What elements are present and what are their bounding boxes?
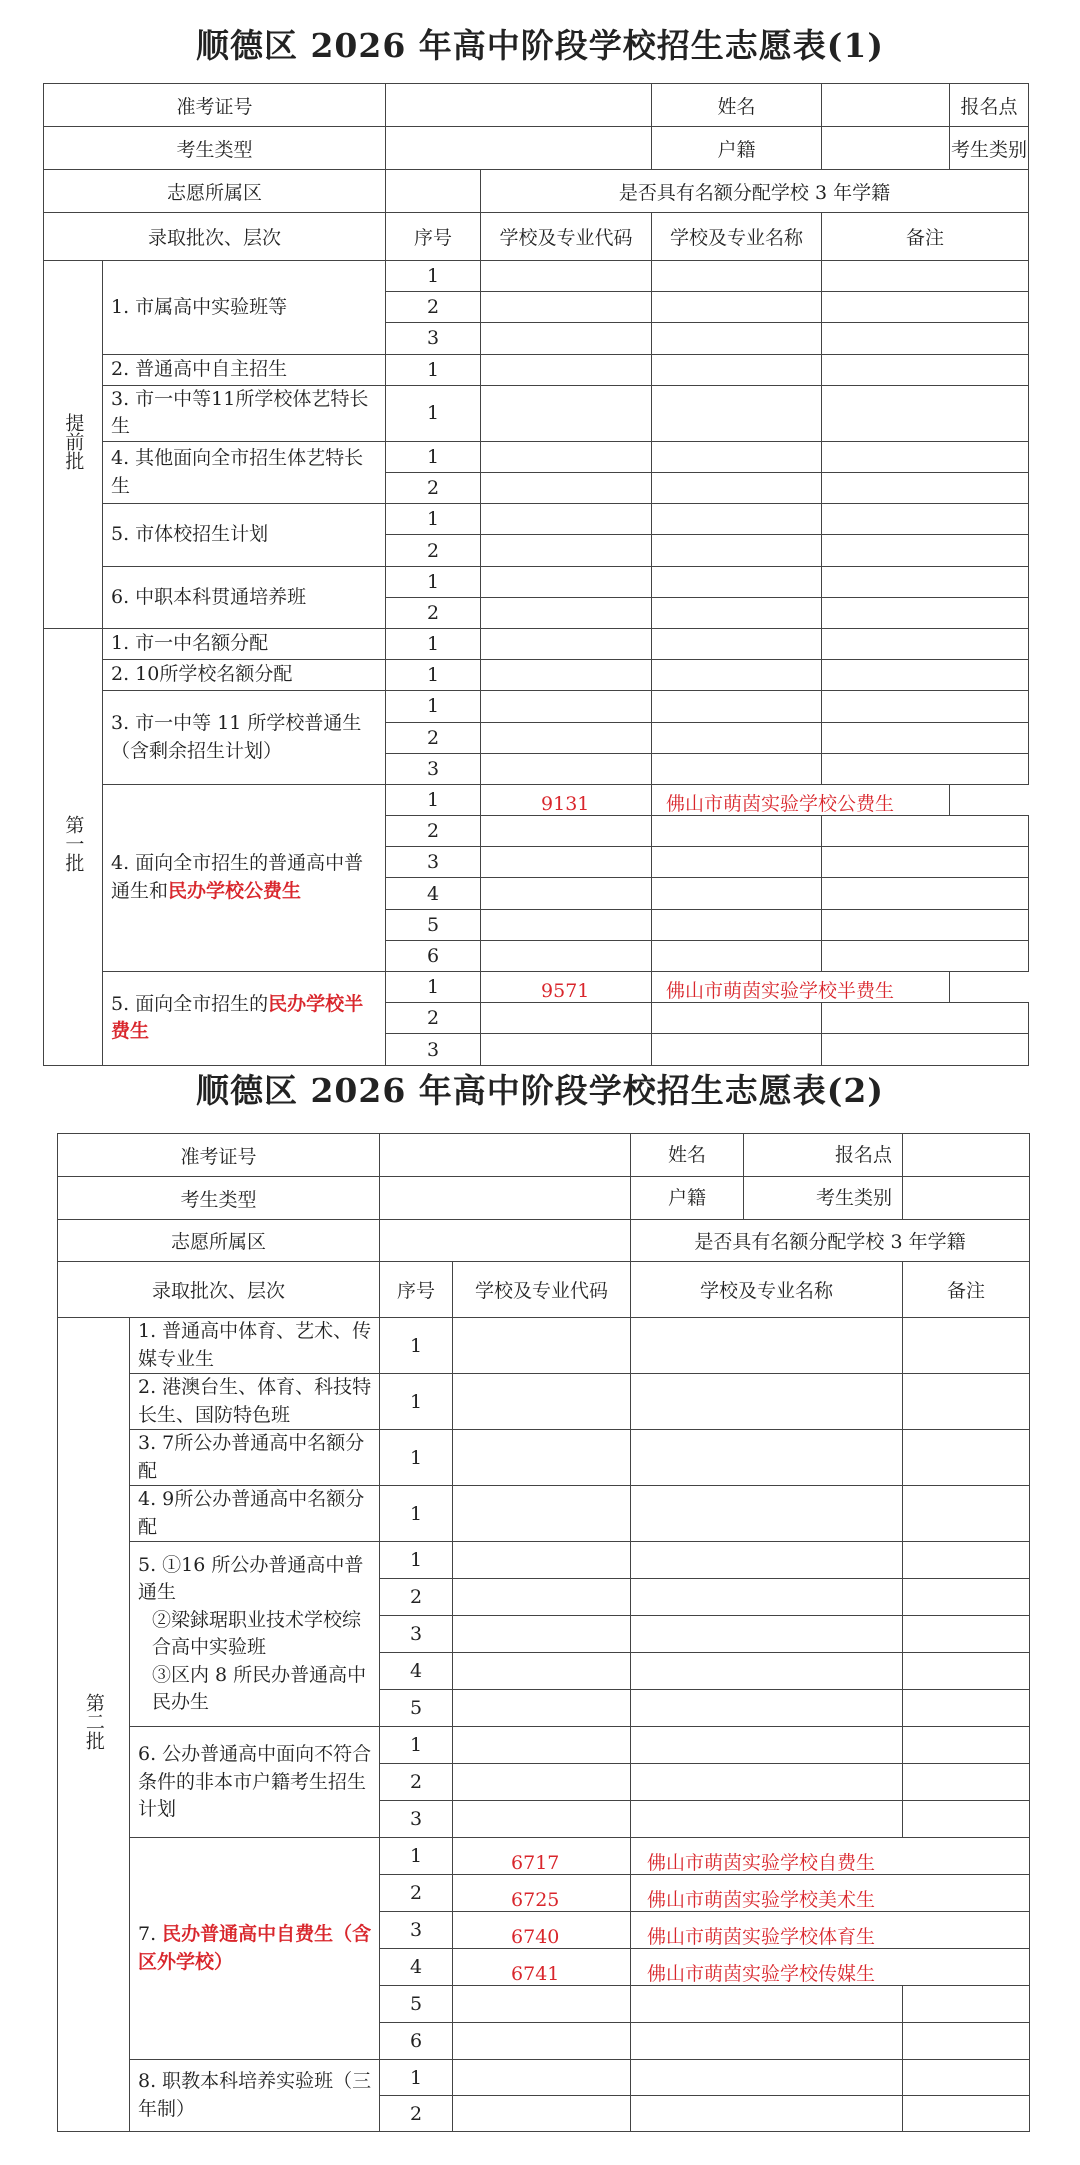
level-text: 8. 职教本科培养实验班（三年制）: [138, 2070, 372, 2120]
note-cell[interactable]: [822, 385, 1029, 441]
level-text: 3. 市一中等 11 所学校普通生（含剩余招生计划）: [111, 712, 362, 762]
note-cell[interactable]: [822, 878, 1029, 909]
col-code: 学校及专业代码: [453, 1262, 631, 1318]
school-name-cell[interactable]: [631, 1579, 903, 1616]
level-cell: [130, 1542, 380, 1727]
seq-number: 1: [380, 1542, 453, 1579]
region-field[interactable]: [386, 170, 481, 213]
level-cell: [103, 972, 386, 1066]
code-cell[interactable]: [481, 535, 652, 566]
school-name-cell[interactable]: [652, 261, 822, 292]
note-cell[interactable]: [822, 909, 1029, 940]
code-cell[interactable]: [481, 473, 652, 504]
level-cell: [103, 784, 386, 971]
seq-number: 1: [386, 566, 481, 597]
code-cell[interactable]: [481, 909, 652, 940]
level-text: 3. 市一中等11所学校体艺特长生: [111, 387, 369, 438]
code-cell[interactable]: [453, 1374, 631, 1430]
note-cell[interactable]: [822, 691, 1029, 722]
level-cell: [103, 566, 386, 628]
school-code[interactable]: 6725: [453, 1875, 631, 1912]
seq-number: 2: [386, 816, 481, 847]
note-cell[interactable]: [903, 1318, 1030, 1374]
note-cell[interactable]: [903, 1690, 1030, 1727]
level-text: 5. 面向全市招生的: [111, 992, 269, 1015]
level-text: 4. 面向全市招生的普通高中普通生和: [111, 852, 364, 902]
cand-cat-label: 考生类别: [950, 127, 1029, 170]
code-cell[interactable]: [481, 261, 652, 292]
name-label: 姓名: [631, 1134, 744, 1176]
level-text: ②梁銶琚职业技术学校综合高中实验班: [152, 1608, 362, 1659]
batch-label: 第一批: [62, 814, 85, 872]
school-name-cell[interactable]: [631, 1486, 903, 1542]
cand-type-label: 考生类型: [58, 1177, 380, 1220]
huji-field[interactable]: [822, 127, 950, 170]
level-text: 7.: [138, 1923, 163, 1946]
school-name-cell[interactable]: [652, 597, 822, 628]
school-name-cell[interactable]: [631, 1318, 903, 1374]
level-cell: [130, 1430, 380, 1486]
school-name-cell[interactable]: [652, 816, 822, 847]
region-label: 志愿所属区: [44, 170, 386, 213]
note-cell[interactable]: [903, 1542, 1030, 1579]
school-name-cell[interactable]: [631, 1542, 903, 1579]
col-school-name: 学校及专业名称: [652, 213, 822, 261]
note-cell[interactable]: [903, 2023, 1030, 2060]
school-name-cell[interactable]: [631, 1801, 903, 1838]
seq-number: 1: [380, 1430, 453, 1486]
level-text: 6. 公办普通高中面向不符合条件的非本市户籍考生招生计划: [138, 1743, 372, 1821]
level-cell: [130, 1318, 380, 1374]
note-cell[interactable]: [822, 354, 1029, 385]
name-label: 姓名: [652, 84, 822, 127]
seq-number: 6: [386, 940, 481, 971]
note-cell[interactable]: [822, 816, 1029, 847]
note-cell[interactable]: [903, 1986, 1030, 2023]
school-name-cell[interactable]: [652, 441, 822, 472]
school-name-cell[interactable]: [652, 535, 822, 566]
seq-number: 4: [380, 1949, 453, 1986]
note-cell[interactable]: [822, 597, 1029, 628]
school-name-cell[interactable]: [631, 1764, 903, 1801]
school-name-cell[interactable]: [631, 1727, 903, 1764]
code-cell[interactable]: [453, 1318, 631, 1374]
seq-number: 1: [380, 1374, 453, 1430]
level-cell: [130, 2060, 380, 2132]
huji-cat-cell: [631, 1177, 903, 1220]
col-seq: 序号: [380, 1262, 453, 1318]
reg-site-label: 报名点: [950, 84, 1029, 127]
seq-number: 1: [386, 628, 481, 659]
level-cell: [103, 660, 386, 691]
school-name[interactable]: 佛山市萌茵实验学校体育生: [631, 1912, 1030, 1949]
school-name[interactable]: 佛山市萌茵实验学校美术生: [631, 1875, 1030, 1912]
seq-number: 5: [380, 1690, 453, 1727]
code-cell[interactable]: [481, 441, 652, 472]
seq-number: 1: [380, 1838, 453, 1875]
school-name[interactable]: 佛山市萌茵实验学校自费生: [631, 1838, 1030, 1875]
level-text: 4. 其他面向全市招生体艺特长生: [111, 446, 364, 497]
school-name[interactable]: 佛山市萌茵实验学校半费生: [652, 972, 950, 1003]
school-name-cell[interactable]: [631, 1374, 903, 1430]
name-field[interactable]: [822, 84, 950, 127]
code-cell[interactable]: [453, 1653, 631, 1690]
seq-number: 1: [386, 504, 481, 535]
application-form-1: [43, 83, 1029, 1066]
school-name-cell[interactable]: [652, 473, 822, 504]
cand-cat-label: 考生类别: [816, 1187, 893, 1209]
code-cell[interactable]: [481, 691, 652, 722]
school-code[interactable]: 6740: [453, 1912, 631, 1949]
school-name-cell[interactable]: [652, 878, 822, 909]
school-name-cell[interactable]: [631, 2060, 903, 2096]
school-name-cell[interactable]: [652, 660, 822, 691]
seq-number: 2: [380, 2096, 453, 2132]
seq-number: 1: [380, 1486, 453, 1542]
level-highlight: 民办学校公费生: [168, 879, 302, 902]
name-reg-cell: [631, 1134, 903, 1177]
note-cell[interactable]: [822, 940, 1029, 971]
school-name-cell[interactable]: [652, 940, 822, 971]
code-cell[interactable]: [481, 816, 652, 847]
note-cell[interactable]: [822, 660, 1029, 691]
note-cell[interactable]: [822, 535, 1029, 566]
seq-number: 1: [386, 660, 481, 691]
seq-number: 3: [380, 1912, 453, 1949]
school-name-cell[interactable]: [652, 691, 822, 722]
school-name-cell[interactable]: [631, 1986, 903, 2023]
note-cell[interactable]: [903, 2060, 1030, 2096]
school-name-cell[interactable]: [652, 628, 822, 659]
note-cell[interactable]: [822, 566, 1029, 597]
level-text: 5. ①16 所公办普通高中普通生: [138, 1553, 364, 1604]
note-cell[interactable]: [822, 323, 1029, 354]
code-cell[interactable]: [481, 292, 652, 323]
seq-number: 1: [386, 261, 481, 292]
code-cell[interactable]: [453, 2023, 631, 2060]
school-name-cell[interactable]: [652, 909, 822, 940]
seq-number: 3: [386, 847, 481, 878]
seq-number: 2: [380, 1579, 453, 1616]
code-cell[interactable]: [453, 2096, 631, 2132]
seq-number: 2: [386, 1003, 481, 1034]
level-cell: [130, 1727, 380, 1838]
level-text: 2. 普通高中自主招生: [111, 357, 288, 380]
seq-number: 2: [386, 722, 481, 753]
school-name-cell[interactable]: [652, 847, 822, 878]
code-cell[interactable]: [481, 878, 652, 909]
school-name-cell[interactable]: [652, 354, 822, 385]
level-text: 6. 中职本科贯通培养班: [111, 585, 307, 608]
batch-second: [58, 1318, 130, 2132]
code-cell[interactable]: [481, 722, 652, 753]
note-cell[interactable]: [903, 1653, 1030, 1690]
huji-label: 户籍: [652, 127, 822, 170]
note-cell[interactable]: [822, 441, 1029, 472]
code-cell[interactable]: [481, 354, 652, 385]
note-cell[interactable]: [822, 628, 1029, 659]
school-name-cell[interactable]: [652, 385, 822, 441]
seq-number: 3: [386, 323, 481, 354]
form-title-2: 顺德区 2026 年高中阶段学校招生志愿表(2): [195, 1071, 884, 1110]
reg-site-label: 报名点: [835, 1144, 893, 1166]
level-text: 4. 9所公办普通高中名额分配: [138, 1488, 365, 1538]
note-cell[interactable]: [822, 261, 1029, 292]
note-cell[interactable]: [822, 504, 1029, 535]
level-cell: [103, 441, 386, 503]
note-cell[interactable]: [822, 753, 1029, 784]
level-text: 2. 10所学校名额分配: [111, 663, 293, 686]
level-cell: [103, 691, 386, 785]
code-cell[interactable]: [481, 323, 652, 354]
level-highlight: 民办普通高中自费生（含区外学校）: [138, 1923, 372, 1973]
seq-number: 3: [386, 753, 481, 784]
level-text: 5. 市体校招生计划: [111, 523, 269, 546]
school-name-cell[interactable]: [631, 1653, 903, 1690]
region-label: 志愿所属区: [58, 1220, 380, 1262]
school-name-cell[interactable]: [631, 2023, 903, 2060]
code-cell[interactable]: [481, 597, 652, 628]
school-name-cell[interactable]: [652, 323, 822, 354]
code-cell[interactable]: [481, 1034, 652, 1065]
seq-number: 1: [386, 354, 481, 385]
level-text: 1. 普通高中体育、艺术、传媒专业生: [138, 1320, 372, 1370]
code-cell[interactable]: [453, 1616, 631, 1653]
code-cell[interactable]: [453, 1542, 631, 1579]
seq-number: 1: [386, 972, 481, 1003]
reg-site-field[interactable]: [903, 1134, 1030, 1177]
batch-label: 第二批: [82, 1692, 105, 1750]
note-cell[interactable]: [903, 1616, 1030, 1653]
school-name-cell[interactable]: [631, 1690, 903, 1727]
school-name-cell[interactable]: [652, 1003, 822, 1034]
code-cell[interactable]: [481, 940, 652, 971]
col-batch: 录取批次、层次: [44, 213, 386, 261]
cand-type-field[interactable]: [386, 127, 652, 170]
level-cell: [103, 354, 386, 385]
note-cell[interactable]: [903, 2096, 1030, 2132]
seq-number: 3: [380, 1616, 453, 1653]
exam-no-field[interactable]: [380, 1134, 631, 1177]
code-cell[interactable]: [453, 1986, 631, 2023]
code-cell[interactable]: [481, 504, 652, 535]
level-cell: [130, 1838, 380, 2060]
code-cell[interactable]: [453, 1764, 631, 1801]
note-cell[interactable]: [903, 1374, 1030, 1430]
note-cell[interactable]: [822, 1034, 1029, 1065]
seq-number: 1: [380, 1318, 453, 1374]
code-cell[interactable]: [481, 1003, 652, 1034]
note-cell[interactable]: [903, 1486, 1030, 1542]
code-cell[interactable]: [453, 1579, 631, 1616]
school-name-cell[interactable]: [652, 292, 822, 323]
note-cell[interactable]: [903, 1801, 1030, 1838]
school-name-cell[interactable]: [652, 566, 822, 597]
level-text: 3. 7所公办普通高中名额分配: [138, 1432, 365, 1482]
seq-number: 5: [386, 909, 481, 940]
school-name[interactable]: 佛山市萌茵实验学校公费生: [652, 784, 950, 815]
seq-number: 5: [380, 1986, 453, 2023]
note-cell[interactable]: [903, 1430, 1030, 1486]
col-seq: 序号: [386, 213, 481, 261]
batch-advance: [44, 261, 103, 629]
level-cell: [103, 261, 386, 355]
seq-number: 1: [380, 2060, 453, 2096]
school-name[interactable]: 佛山市萌茵实验学校传媒生: [631, 1949, 1030, 1986]
note-cell[interactable]: [822, 292, 1029, 323]
school-name-cell[interactable]: [652, 722, 822, 753]
level-text: 2. 港澳台生、体育、科技特长生、国防特色班: [138, 1376, 372, 1426]
level-cell: [103, 628, 386, 659]
school-code[interactable]: 9571: [481, 972, 652, 1003]
exam-no-field[interactable]: [386, 84, 652, 127]
seq-number: 1: [386, 441, 481, 472]
note-cell[interactable]: [822, 473, 1029, 504]
cand-cat-field[interactable]: [903, 1177, 1030, 1220]
seq-number: 6: [380, 2023, 453, 2060]
school-name-cell[interactable]: [631, 1430, 903, 1486]
code-cell[interactable]: [453, 1690, 631, 1727]
level-cell: [130, 1486, 380, 1542]
seq-number: 1: [386, 385, 481, 441]
huji-label: 户籍: [631, 1177, 744, 1219]
seq-number: 1: [380, 1727, 453, 1764]
school-name-cell[interactable]: [652, 1034, 822, 1065]
code-cell[interactable]: [481, 660, 652, 691]
note-cell[interactable]: [903, 1764, 1030, 1801]
code-cell[interactable]: [481, 385, 652, 441]
col-note: 备注: [903, 1262, 1030, 1318]
code-cell[interactable]: [453, 2060, 631, 2096]
seq-number: 2: [380, 1875, 453, 1912]
col-batch: 录取批次、层次: [58, 1262, 380, 1318]
level-cell: [130, 1374, 380, 1430]
level-cell: [103, 385, 386, 441]
seq-number: 4: [386, 878, 481, 909]
code-cell[interactable]: [481, 847, 652, 878]
note-cell[interactable]: [822, 847, 1029, 878]
batch-first: [44, 628, 103, 1065]
note-cell[interactable]: [903, 1579, 1030, 1616]
exam-no-label: 准考证号: [44, 84, 386, 127]
school-code[interactable]: 9131: [481, 784, 652, 815]
school-code[interactable]: 6741: [453, 1949, 631, 1986]
school-code[interactable]: 6717: [453, 1838, 631, 1875]
school-name-cell[interactable]: [652, 753, 822, 784]
exam-no-label: 准考证号: [58, 1134, 380, 1177]
seq-number: 1: [386, 691, 481, 722]
code-cell[interactable]: [453, 1430, 631, 1486]
col-code: 学校及专业代码: [481, 213, 652, 261]
application-form-2: [57, 1133, 1030, 2132]
cand-type-label: 考生类型: [44, 127, 386, 170]
level-cell: [103, 504, 386, 566]
note-cell[interactable]: [822, 1003, 1029, 1034]
col-note: 备注: [822, 213, 1029, 261]
seq-number: 2: [380, 1764, 453, 1801]
seq-number: 2: [386, 597, 481, 628]
form-title-1: 顺德区 2026 年高中阶段学校招生志愿表(1): [195, 26, 884, 65]
cand-type-field[interactable]: [380, 1177, 631, 1220]
code-cell[interactable]: [453, 1801, 631, 1838]
quota-question: 是否具有名额分配学校 3 年学籍: [481, 170, 1029, 213]
seq-number: 2: [386, 473, 481, 504]
level-highlight: 民办学校半费生: [111, 992, 364, 1043]
batch-label: 提前批: [62, 412, 85, 470]
code-cell[interactable]: [481, 566, 652, 597]
code-cell[interactable]: [481, 628, 652, 659]
code-cell[interactable]: [481, 753, 652, 784]
school-name-cell[interactable]: [631, 2096, 903, 2132]
level-text: 1. 市一中名额分配: [111, 632, 269, 655]
school-name-cell[interactable]: [631, 1616, 903, 1653]
level-text: 1. 市属高中实验班等: [111, 295, 288, 318]
col-school-name: 学校及专业名称: [631, 1262, 903, 1318]
seq-number: 2: [386, 292, 481, 323]
quota-question: 是否具有名额分配学校 3 年学籍: [631, 1220, 1030, 1262]
note-cell[interactable]: [822, 722, 1029, 753]
region-field[interactable]: [380, 1220, 631, 1262]
seq-number: 2: [386, 535, 481, 566]
school-name-cell[interactable]: [652, 504, 822, 535]
code-cell[interactable]: [453, 1727, 631, 1764]
level-text: ③区内 8 所民办普通高中民办生: [152, 1663, 367, 1714]
note-cell[interactable]: [903, 1727, 1030, 1764]
code-cell[interactable]: [453, 1486, 631, 1542]
seq-number: 3: [380, 1801, 453, 1838]
seq-number: 1: [386, 784, 481, 815]
seq-number: 3: [386, 1034, 481, 1065]
seq-number: 4: [380, 1653, 453, 1690]
